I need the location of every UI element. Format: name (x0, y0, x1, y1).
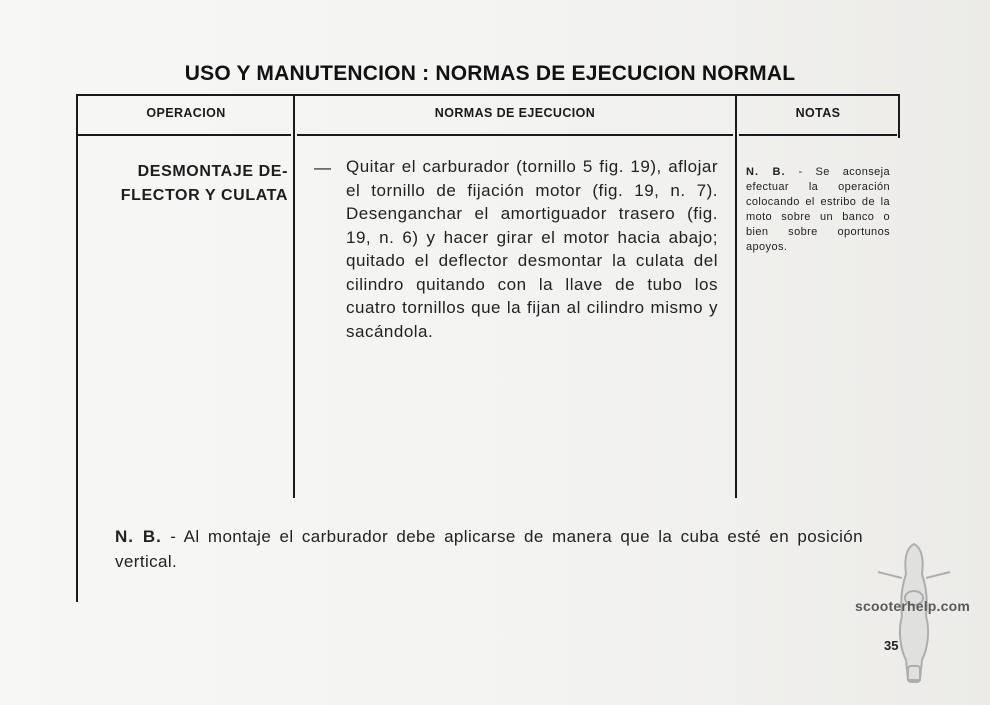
header-notes: NOTAS (795, 106, 841, 120)
operation-line-2: FLECTOR Y CULATA (120, 187, 288, 204)
header-underline-1 (78, 134, 291, 136)
watermark-text: scooterhelp.com (855, 598, 971, 614)
operation-line-1: DESMONTAJE DE- (137, 163, 288, 180)
column-divider-1 (293, 94, 295, 498)
table-right-border (898, 94, 900, 138)
footer-nb-label: N. B. (115, 527, 162, 546)
page-number: 35 (884, 638, 899, 653)
notes-nb-label: N. B. (746, 166, 786, 178)
column-divider-2 (735, 94, 737, 498)
operation-name (86, 160, 288, 208)
table-left-border (76, 94, 78, 602)
footer-note-text: - Al montaje el carburador debe aplicarse de manera que la cuba esté en posición vertical. (115, 527, 863, 571)
norms-dash: — (314, 158, 331, 177)
norms-text: Quitar el carburador (tornillo 5 fig. 19), aflojar el tornillo de fijación motor (fig. 19, n. 7). Desenganchar el amortiguador trasero (fig. 19, n. 6) y hacer girar el motor hacia abajo; quitado el deflector desmontar la culata del cilindro quitando con la llave de tubo los cuatro tornillos que la fijan al cilindro mismo y sacándola. (346, 157, 718, 341)
table-top-rule (76, 94, 900, 96)
notes-text: - Se aconseja efectuar la operación colocando el estribo de la moto sobre un banco o bien sobre oportunos apoyos. (746, 166, 890, 253)
footer-note (115, 524, 863, 574)
page-title: USO Y MANUTENCION : NORMAS DE EJECUCION NORMAL (184, 62, 796, 85)
header-norms: NORMAS DE EJECUCION (434, 106, 596, 120)
notes-cell (746, 165, 890, 255)
header-underline-3 (739, 134, 897, 136)
header-underline-2 (297, 134, 733, 136)
header-operation: OPERACION (146, 106, 226, 120)
